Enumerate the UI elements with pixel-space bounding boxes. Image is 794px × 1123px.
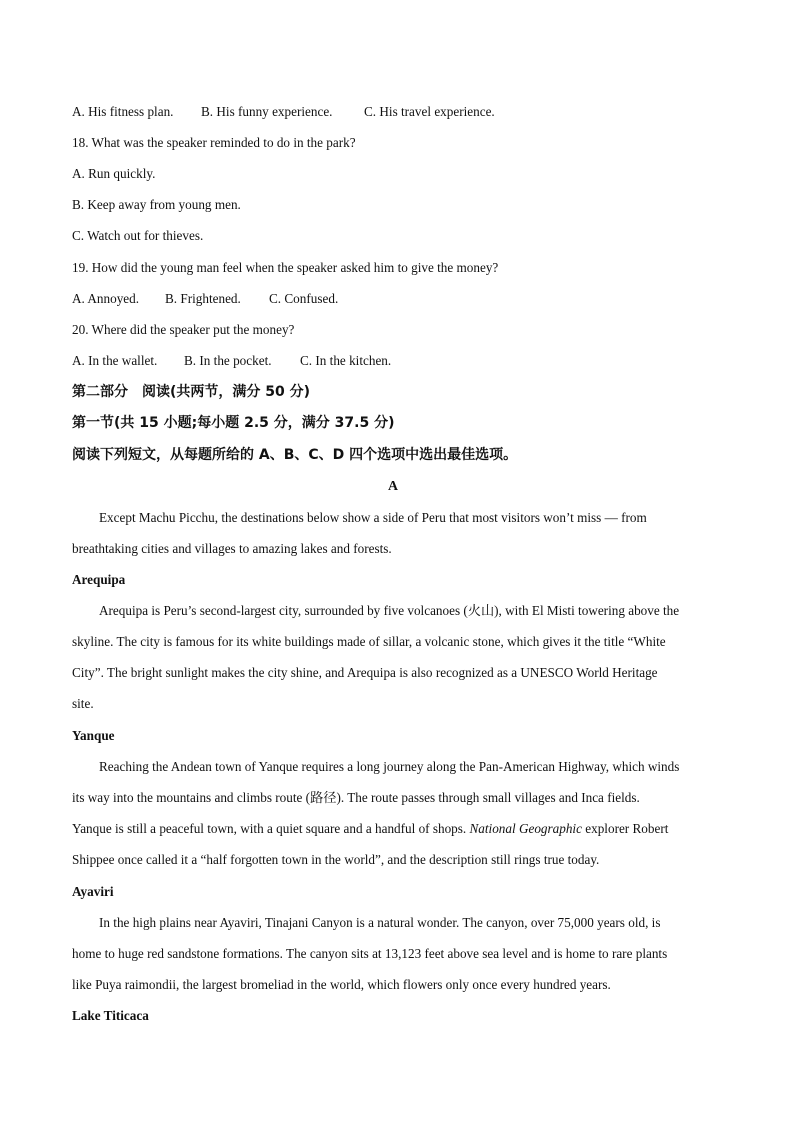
arequipa-line-1: Arequipa is Peru’s second-largest city, surrounded by five volcanoes (火山), with El Misti towering above the (99, 603, 680, 618)
ayaviri-line-3: like Puya raimondii, the largest bromeliad in the world, which flowers only once every hundred years. (72, 977, 611, 992)
q17-options (72, 104, 495, 120)
q19-question: 19. How did the young man feel when the speaker asked him to give the money? (72, 260, 499, 275)
section1-title: 第一节(共 15 小题;每小题 2.5 分，满分 37.5 分) (72, 415, 395, 431)
ayaviri-line-1: In the high plains near Ayaviri, Tinajani Canyon is a natural wonder. The canyon, over 75,000 years old, is (99, 915, 661, 930)
magazine-title: National Geographic (469, 821, 582, 836)
q18-question: 18. What was the speaker reminded to do in the park? (72, 135, 356, 150)
intro-line-2: breathtaking cities and villages to amazing lakes and forests. (72, 541, 392, 556)
yanque-line-1: Reaching the Andean town of Yanque requires a long journey along the Pan-American Highway, which winds (99, 759, 680, 774)
yanque-line-3-end: explorer Robert (581, 821, 669, 836)
q20-option-c: C. In the kitchen. (300, 353, 392, 368)
q19-option-b: B. Frightened. (165, 291, 241, 306)
arequipa-heading: Arequipa (72, 572, 126, 587)
yanque-heading: Yanque (72, 728, 115, 743)
q20-option-a: A. In the wallet. (72, 353, 158, 368)
yanque-line-4: Shippee once called it a “half forgotten town in the world”, and the description still rings true today. (72, 852, 600, 867)
q18-option-b: B. Keep away from young men. (72, 197, 241, 212)
ayaviri-heading: Ayaviri (72, 884, 114, 899)
yanque-line-3-start: Yanque is still a peaceful town, with a quiet square and a handful of shops. (72, 821, 470, 836)
yanque-line-3 (72, 821, 668, 837)
arequipa-line-3: City”. The bright sunlight makes the city shine, and Arequipa is also recognized as a UNESCO World Heritage (72, 665, 658, 680)
arequipa-line-4: site. (72, 696, 94, 711)
titicaca-heading: Lake Titicaca (72, 1008, 149, 1023)
q20-options (72, 353, 391, 369)
q18-option-c: C. Watch out for thieves. (72, 228, 204, 243)
q18-option-a: A. Run quickly. (72, 166, 156, 181)
q20-option-b: B. In the pocket. (184, 353, 272, 368)
q19-option-a: A. Annoyed. (72, 291, 140, 306)
instructions: 阅读下列短文，从每题所给的 A、B、C、D 四个选项中选出最佳选项。 (72, 447, 518, 463)
yanque-line-2: its way into the mountains and climbs route (路径). The route passes through small villages and Inca fields. (72, 790, 640, 805)
q20-question: 20. Where did the speaker put the money? (72, 322, 295, 337)
arequipa-line-2: skyline. The city is famous for its white buildings made of sillar, a volcanic stone, which gives it the title “White (72, 634, 666, 649)
intro-line-1: Except Machu Picchu, the destinations below show a side of Peru that most visitors won’t miss — from (99, 510, 647, 525)
part2-title: 第二部分 阅读(共两节，满分 50 分) (72, 384, 311, 400)
q17-option-a: A. His fitness plan. (72, 104, 174, 119)
passage-label: A (387, 479, 399, 494)
q19-options (72, 291, 338, 307)
q19-option-c: C. Confused. (269, 291, 339, 306)
ayaviri-line-2: home to huge red sandstone formations. The canyon sits at 13,123 feet above sea level and is home to rare plants (72, 946, 668, 961)
q17-option-c: C. His travel experience. (364, 104, 495, 119)
q17-option-b: B. His funny experience. (201, 104, 333, 119)
